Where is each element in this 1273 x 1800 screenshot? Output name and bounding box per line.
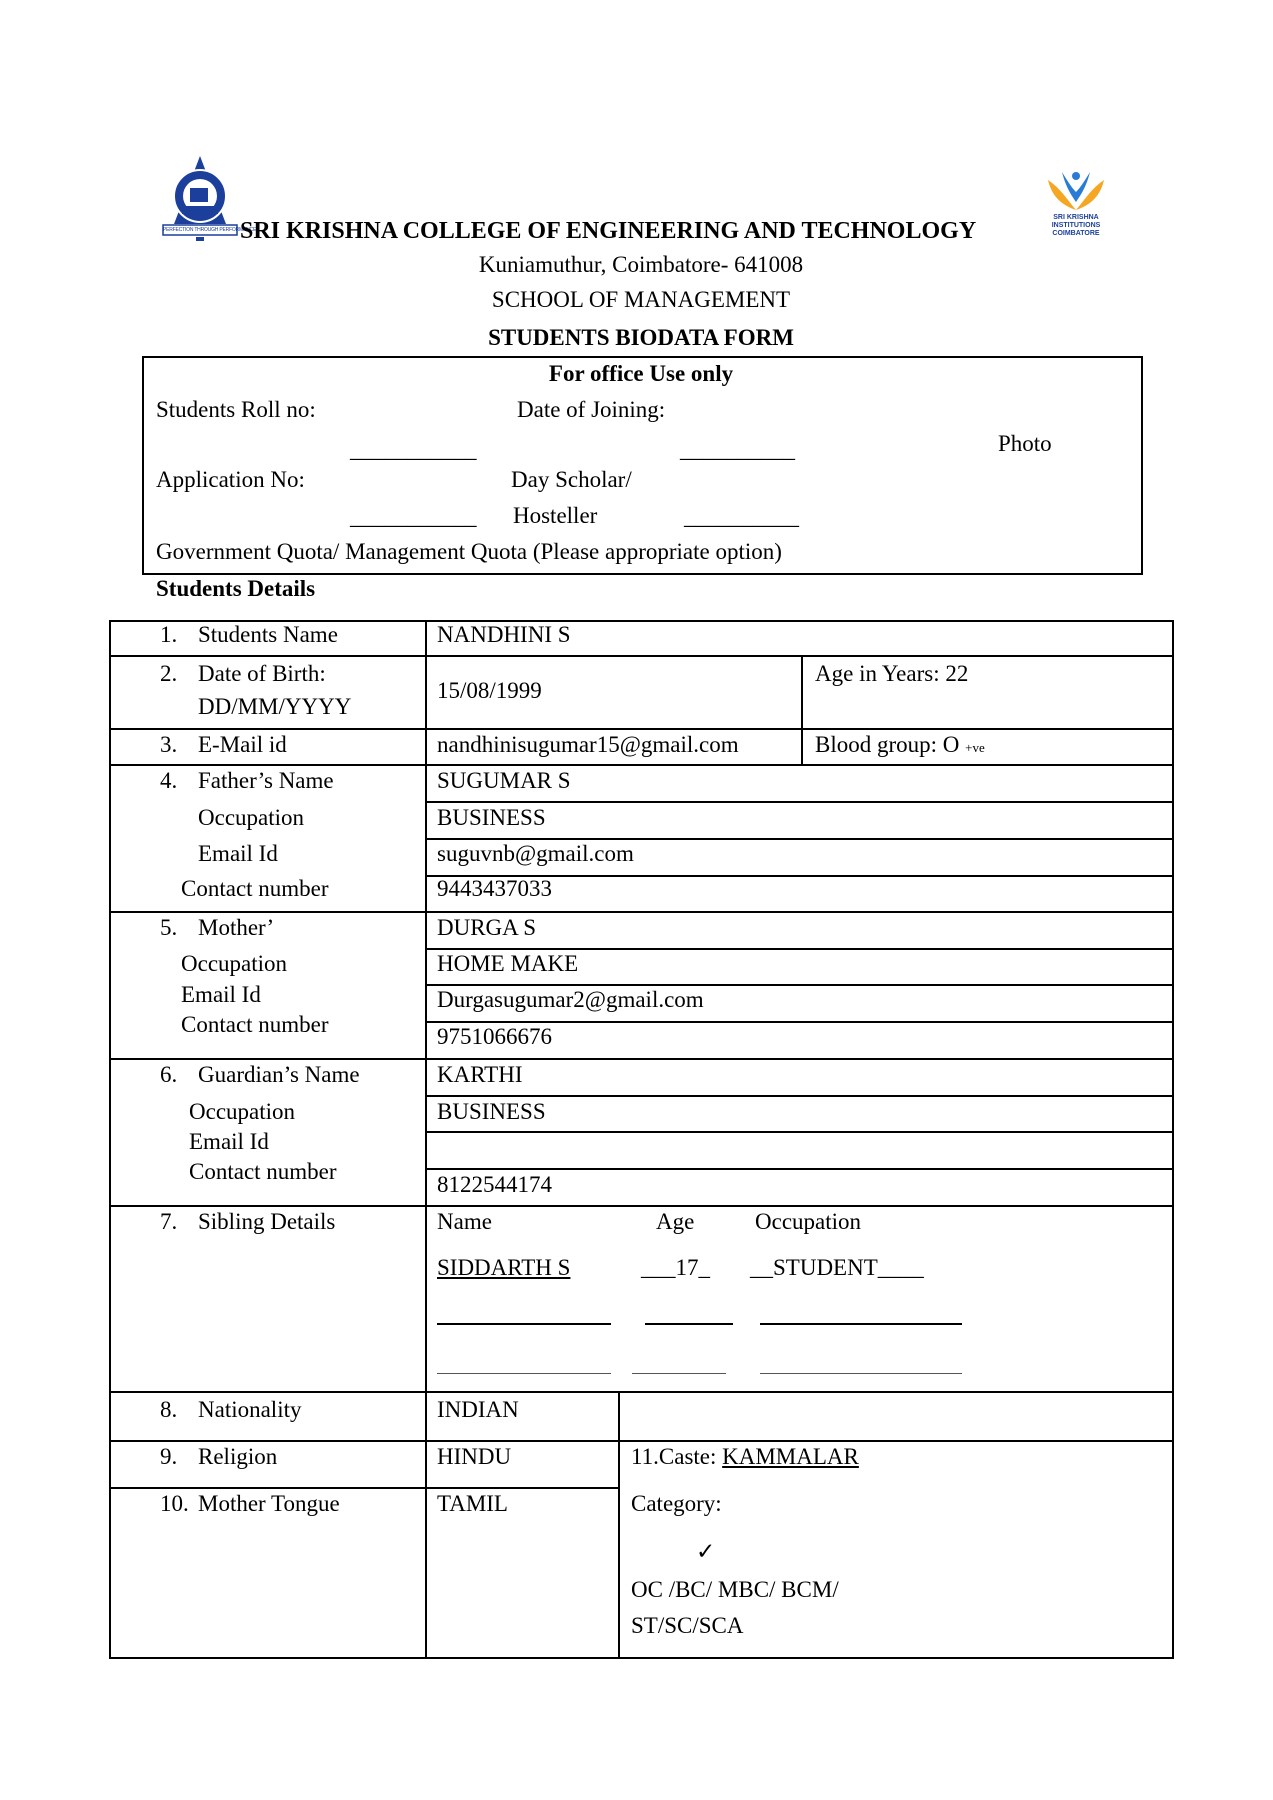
row-number: 1. (160, 622, 178, 647)
row-number: 10. (160, 1491, 189, 1516)
guardian-occupation-label: Occupation (189, 1099, 296, 1124)
day-scholar-label: Day Scholar/ (511, 467, 632, 492)
divider (109, 764, 1172, 766)
mother-name-label: Mother’ (198, 915, 275, 940)
row-number: 8. (160, 1397, 178, 1422)
form-title: STUDENTS BIODATA FORM (488, 325, 794, 350)
sibling-age-value: ___17_ (641, 1255, 710, 1280)
sibling-blank-line[interactable] (645, 1323, 733, 1325)
quota-label: Government Quota/ Management Quota (Please appropriate option) (156, 539, 782, 564)
guardian-email-label: Email Id (189, 1129, 269, 1154)
application-no-field[interactable]: ___________ (350, 504, 477, 529)
divider (618, 1392, 620, 1657)
mother-email-label: Email Id (181, 982, 261, 1007)
students-name-label: Students Name (198, 622, 338, 647)
guardian-name-label: Guardian’s Name (198, 1062, 360, 1087)
college-address: Kuniamuthur, Coimbatore- 641008 (478, 252, 804, 277)
institutions-logo-text: SRI KRISHNA INSTITUTIONS COIMBATORE (1051, 214, 1101, 237)
joining-date-label: Date of Joining: (517, 397, 666, 422)
blood-group (815, 731, 985, 762)
row-number: 4. (160, 768, 178, 793)
institutions-logo (1042, 168, 1110, 214)
father-occupation-value: BUSINESS (437, 805, 546, 830)
religion-label: Religion (198, 1444, 278, 1469)
divider (425, 620, 427, 1657)
guardian-contact-value: 8122544174 (437, 1172, 552, 1197)
caste-label: 11.Caste: (631, 1444, 723, 1469)
sibling-occupation-value: __STUDENT____ (750, 1255, 924, 1280)
blood-group-rh: +ve (965, 740, 985, 755)
divider (109, 1487, 619, 1489)
school-name: SCHOOL OF MANAGEMENT (491, 287, 791, 312)
row-number: 5. (160, 915, 178, 940)
mother-tongue-label: Mother Tongue (198, 1491, 340, 1516)
dob-value: 15/08/1999 (437, 678, 542, 703)
divider (109, 1058, 1172, 1060)
caste-field (631, 1443, 859, 1471)
sibling-blank-line[interactable] (760, 1323, 962, 1325)
divider (109, 1205, 1172, 1207)
divider (425, 801, 1172, 803)
sibling-blank-line[interactable] (437, 1373, 611, 1374)
sibling-name-header: Name (437, 1209, 492, 1234)
roll-no-label: Students Roll no: (156, 397, 316, 422)
roll-no-field[interactable]: ___________ (350, 437, 477, 462)
guardian-name-value: KARTHI (437, 1062, 523, 1087)
row-number: 7. (160, 1209, 178, 1234)
divider (109, 728, 1172, 730)
joining-date-field[interactable]: __________ (680, 437, 795, 462)
divider (425, 1131, 1172, 1133)
divider (109, 1440, 1172, 1442)
father-name-value: SUGUMAR S (437, 768, 571, 793)
sibling-blank-line[interactable] (760, 1373, 962, 1374)
section-title: Students Details (156, 576, 316, 601)
divider (109, 655, 1172, 657)
photo-label: Photo (998, 431, 1052, 456)
father-occupation-label: Occupation (198, 805, 305, 830)
category-options: OC /BC/ MBC/ BCM/ (631, 1577, 839, 1602)
college-name: SRI KRISHNA COLLEGE OF ENGINEERING AND TECHNOLOGY (240, 218, 977, 244)
divider (425, 1168, 1172, 1170)
mother-name-value: DURGA S (437, 915, 537, 940)
father-email-label: Email Id (198, 841, 278, 866)
father-name-label: Father’s Name (198, 768, 334, 793)
application-no-label: Application No: (156, 467, 305, 492)
sibling-details-label: Sibling Details (198, 1209, 336, 1234)
mother-email-value: Durgasugumar2@gmail.com (437, 987, 704, 1012)
residence-field[interactable]: __________ (684, 504, 799, 529)
father-email-value: suguvnb@gmail.com (437, 841, 634, 866)
mother-occupation-label: Occupation (181, 951, 288, 976)
office-use-title: For office Use only (548, 361, 734, 386)
divider (109, 911, 1172, 913)
email-label: E-Mail id (198, 732, 287, 757)
sibling-blank-line[interactable] (632, 1373, 726, 1374)
hosteller-label: Hosteller (513, 503, 598, 528)
category-label: Category: (631, 1491, 722, 1516)
students-name-value: NANDHINI S (437, 622, 571, 647)
row-number: 3. (160, 732, 178, 757)
guardian-contact-label: Contact number (189, 1159, 337, 1184)
mother-contact-label: Contact number (181, 1012, 329, 1037)
row-number: 9. (160, 1444, 178, 1469)
row-number: 2. (160, 661, 178, 686)
dob-format-label: DD/MM/YYYY (198, 694, 352, 719)
religion-value: HINDU (437, 1444, 512, 1469)
divider (109, 1391, 1172, 1393)
sibling-name-value: SIDDARTH S (437, 1255, 571, 1280)
caste-value: KAMMALAR (722, 1444, 859, 1469)
row-number: 6. (160, 1062, 178, 1087)
age-value: Age in Years: 22 (815, 661, 969, 686)
nationality-label: Nationality (198, 1397, 302, 1422)
checkmark-icon: ✓ (696, 1539, 716, 1564)
blood-group-value: Blood group: O (815, 732, 960, 757)
guardian-occupation-value: BUSINESS (437, 1099, 546, 1124)
category-options-2: ST/SC/SCA (631, 1613, 744, 1638)
sibling-occupation-header: Occupation (755, 1209, 862, 1234)
dob-label: Date of Birth: (198, 661, 326, 686)
nationality-value: INDIAN (437, 1397, 519, 1422)
mother-tongue-value: TAMIL (437, 1491, 508, 1516)
divider (425, 1095, 1172, 1097)
sibling-blank-line[interactable] (437, 1323, 611, 1325)
email-value: nandhinisugumar15@gmail.com (437, 732, 739, 757)
father-contact-value: 9443437033 (437, 876, 552, 901)
sibling-age-header: Age (656, 1209, 695, 1234)
father-contact-label: Contact number (181, 876, 329, 901)
divider (801, 656, 803, 765)
college-logo-motto: PERFECTION THROUGH PERFORMANCE (163, 227, 257, 233)
mother-occupation-value: HOME MAKE (437, 951, 579, 976)
mother-contact-value: 9751066676 (437, 1024, 552, 1049)
